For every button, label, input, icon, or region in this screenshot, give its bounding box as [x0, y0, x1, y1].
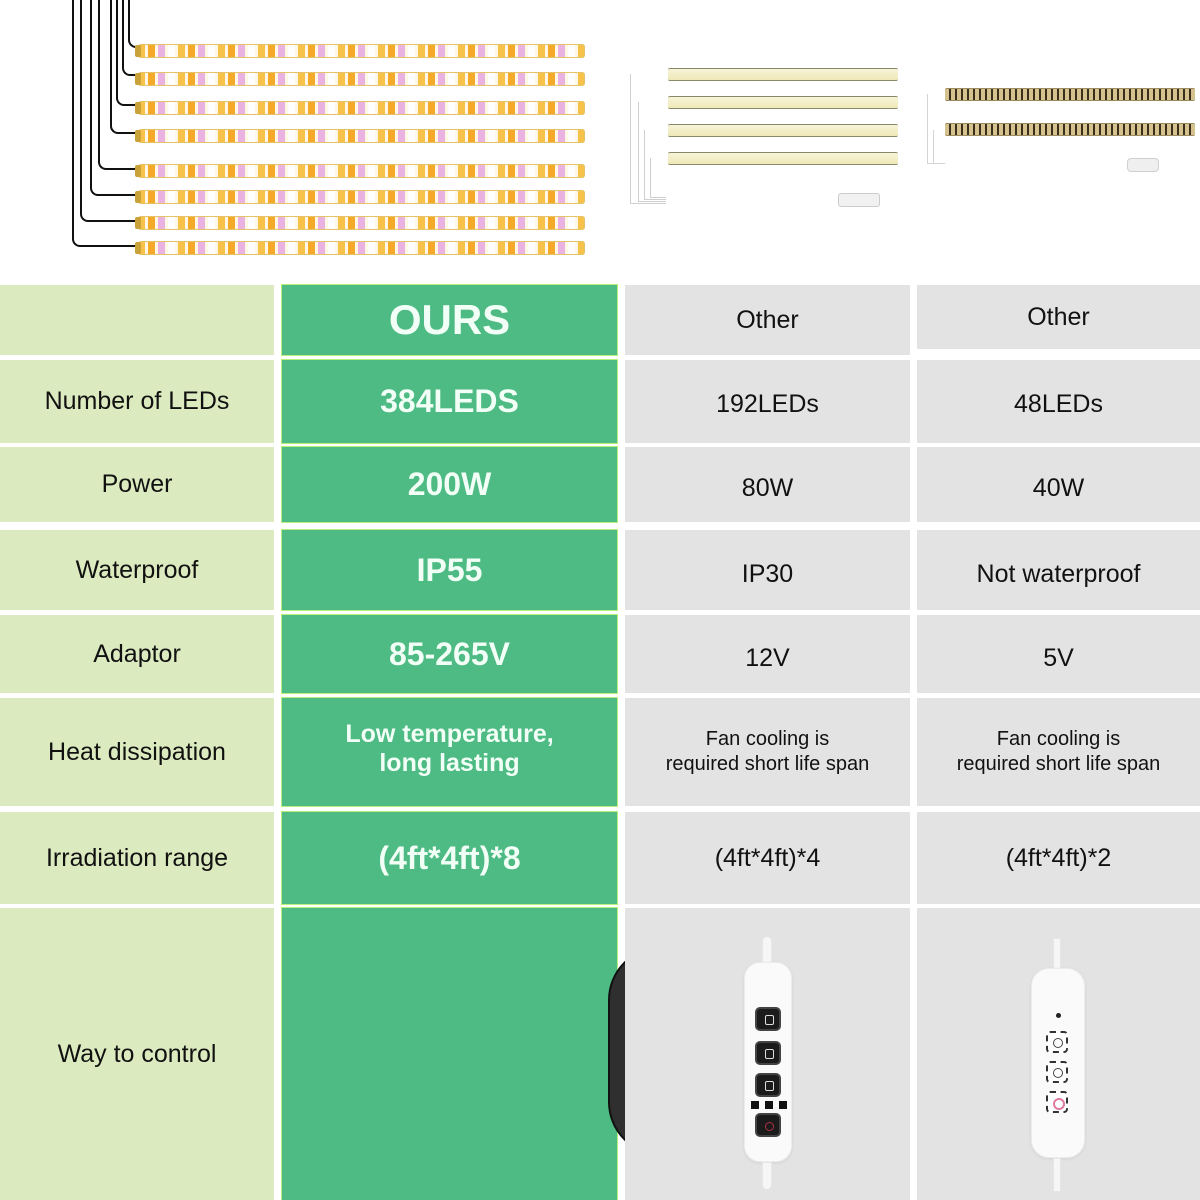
led-strip: [138, 164, 585, 178]
other2-adaptor: 5V: [917, 615, 1200, 693]
other1-heat-line-2: required short life span: [665, 753, 870, 775]
other1-number-of-leds: 192LEDs: [625, 360, 910, 443]
cable: [1053, 938, 1061, 972]
indicator-dot: [1056, 1013, 1061, 1018]
indicator-dot: [779, 1101, 787, 1109]
other1-power: 80W: [625, 447, 910, 522]
column-header-ours: OURS: [282, 285, 617, 355]
other2-number-of-leds: 48LEDs: [917, 360, 1200, 443]
comparison-table: [0, 282, 1200, 1200]
usb-plug: [1127, 158, 1159, 172]
led-strip: [138, 216, 585, 230]
ours-heat-line-2: long lasting: [379, 749, 520, 777]
other2-heat-dissipation: [917, 698, 1200, 806]
cable: [1053, 1158, 1061, 1192]
led-strip: [138, 241, 585, 255]
column-header-other-1: Other: [625, 285, 910, 355]
ours-way-to-control: [282, 908, 617, 1200]
ours-adaptor: 85-265V: [282, 615, 617, 693]
other2-way-to-control: [917, 908, 1200, 1200]
row-label-adaptor: Adaptor: [0, 615, 274, 693]
header-empty-cell: [0, 285, 274, 355]
led-strip: [138, 129, 585, 143]
power-button-icon: [1046, 1091, 1068, 1113]
inline-controller: [744, 962, 792, 1162]
led-strip: [138, 190, 585, 204]
row-label-waterproof: Waterproof: [0, 530, 274, 610]
ours-waterproof: IP55: [282, 530, 617, 610]
other1-way-to-control: [625, 908, 910, 1200]
row-label-way-to-control: Way to control: [0, 908, 274, 1200]
other2-heat-line-1: Fan cooling is: [996, 728, 1121, 750]
led-strip: [668, 68, 898, 81]
row-label-irradiation-range: Irradiation range: [0, 812, 274, 904]
led-strip: [668, 96, 898, 109]
led-strip: [668, 124, 898, 137]
cable: [933, 130, 945, 164]
brightness-button-icon: [755, 1007, 781, 1031]
other1-light-strips: [628, 60, 908, 215]
timer-button-icon: [1046, 1031, 1068, 1053]
indicator-dot: [765, 1101, 773, 1109]
other1-controller: [722, 908, 812, 1200]
other2-controller: [1013, 908, 1103, 1200]
mode-button-icon: [755, 1041, 781, 1065]
led-strip: [138, 101, 585, 115]
other2-heat-line-2: required short life span: [956, 753, 1161, 775]
other2-light-strips: [925, 80, 1200, 180]
other1-adaptor: 12V: [625, 615, 910, 693]
inline-controller: [1031, 968, 1085, 1158]
cable: [762, 1162, 772, 1190]
row-label-power: Power: [0, 447, 274, 522]
led-strip: [138, 44, 585, 58]
product-hero-image: [0, 0, 1200, 282]
ours-irradiation-range: (4ft*4ft)*8: [282, 812, 617, 904]
other1-irradiation-range: (4ft*4ft)*4: [625, 812, 910, 904]
other1-heat-dissipation: [625, 698, 910, 806]
row-label-heat-dissipation: Heat dissipation: [0, 698, 274, 806]
timer-button-icon: [755, 1073, 781, 1097]
usb-plug: [838, 193, 880, 207]
led-strip: [138, 72, 585, 86]
led-strip: [945, 88, 1195, 101]
other2-power: 40W: [917, 447, 1200, 522]
brightness-button-icon: [1046, 1061, 1068, 1083]
power-button-icon: [755, 1113, 781, 1137]
cable: [650, 158, 666, 198]
ours-number-of-leds: 384LEDS: [282, 360, 617, 443]
led-strip: [668, 152, 898, 165]
ours-light-strips: [0, 0, 600, 270]
led-strip: [945, 123, 1195, 136]
row-label-number-of-leds: Number of LEDs: [0, 360, 274, 443]
other1-heat-line-1: Fan cooling is: [705, 728, 830, 750]
column-header-other-2: Other: [917, 285, 1200, 349]
indicator-dot: [751, 1101, 759, 1109]
ours-heat-dissipation: [282, 698, 617, 806]
other1-waterproof: IP30: [625, 530, 910, 610]
other2-irradiation-range: (4ft*4ft)*2: [917, 812, 1200, 904]
cable: [72, 0, 140, 247]
ours-power: 200W: [282, 447, 617, 522]
ours-heat-line-1: Low temperature,: [345, 720, 554, 748]
other2-waterproof: Not waterproof: [917, 530, 1200, 610]
